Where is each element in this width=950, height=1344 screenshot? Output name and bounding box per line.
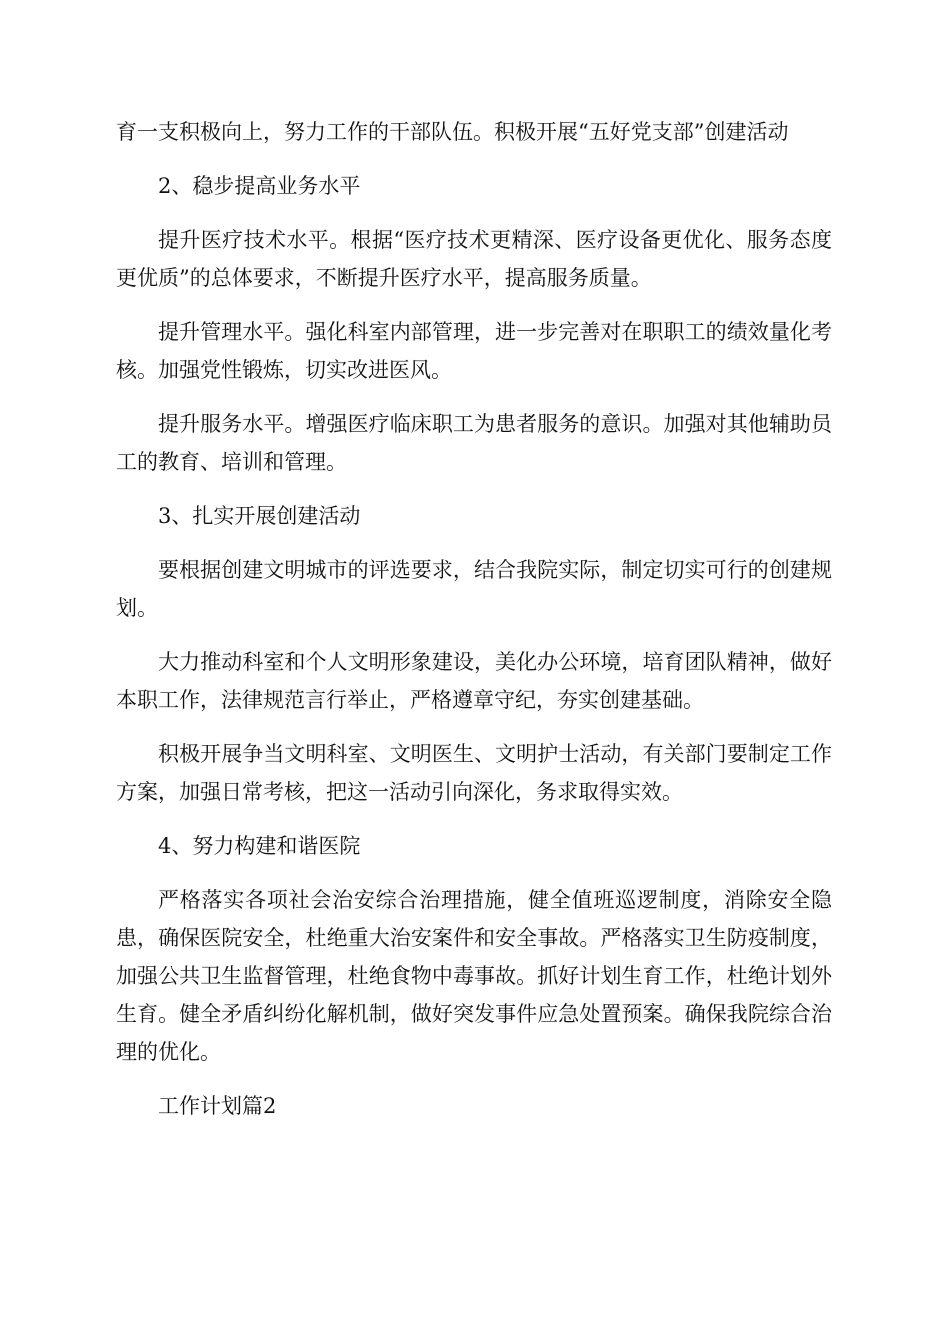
paragraph-medical-tech: 提升医疗技术水平。根据“医疗技术更精深、医疗设备更优化、服务态度更优质”的总体要求，不断提升医疗水平，提高服务质量。 [116, 228, 832, 290]
paragraph-creation-plan: 要根据创建文明城市的评选要求，结合我院实际，制定切实可行的创建规划。 [116, 558, 832, 620]
paragraph-harmony-security: 严格落实各项社会治安综合治理措施，健全值班巡逻制度，消除安全隐患，确保医院安全，杜绝重大治安案件和安全事故。严格落实卫生防疫制度，加强公共卫生监督管理，杜绝食物中毒事故。抓好计划生育工作，杜绝计划外生育。健全矛盾纠纷化解机制，做好突发事件应急处置预案。确保我院综合治理的优化。 [116, 888, 832, 1064]
work-plan-title-2: 工作计划篇2 [158, 1094, 277, 1118]
section-heading-3: 3、扎实开展创建活动 [158, 504, 361, 528]
section-heading-2: 2、稳步提高业务水平 [158, 174, 361, 198]
paragraph-service: 提升服务水平。增强医疗临床职工为患者服务的意识。加强对其他辅助员工的教育、培训和管理。 [116, 412, 832, 474]
paragraph-civil-image: 大力推动科室和个人文明形象建设，美化办公环境，培育团队精神，做好本职工作，法律规范言行举止，严格遵章守纪，夯实创建基础。 [116, 650, 832, 712]
paragraph-cadre-team: 育一支积极向上，努力工作的干部队伍。积极开展“五好党支部”创建活动 [116, 120, 789, 144]
paragraph-management: 提升管理水平。强化科室内部管理，进一步完善对在职职工的绩效量化考核。加强党性锻炼，切实改进医风。 [116, 320, 832, 382]
paragraph-civil-activities: 积极开展争当文明科室、文明医生、文明护士活动，有关部门要制定工作方案，加强日常考核，把这一活动引向深化，务求取得实效。 [116, 742, 832, 804]
section-heading-4: 4、努力构建和谐医院 [158, 834, 361, 858]
document-page [116, 113, 832, 1141]
